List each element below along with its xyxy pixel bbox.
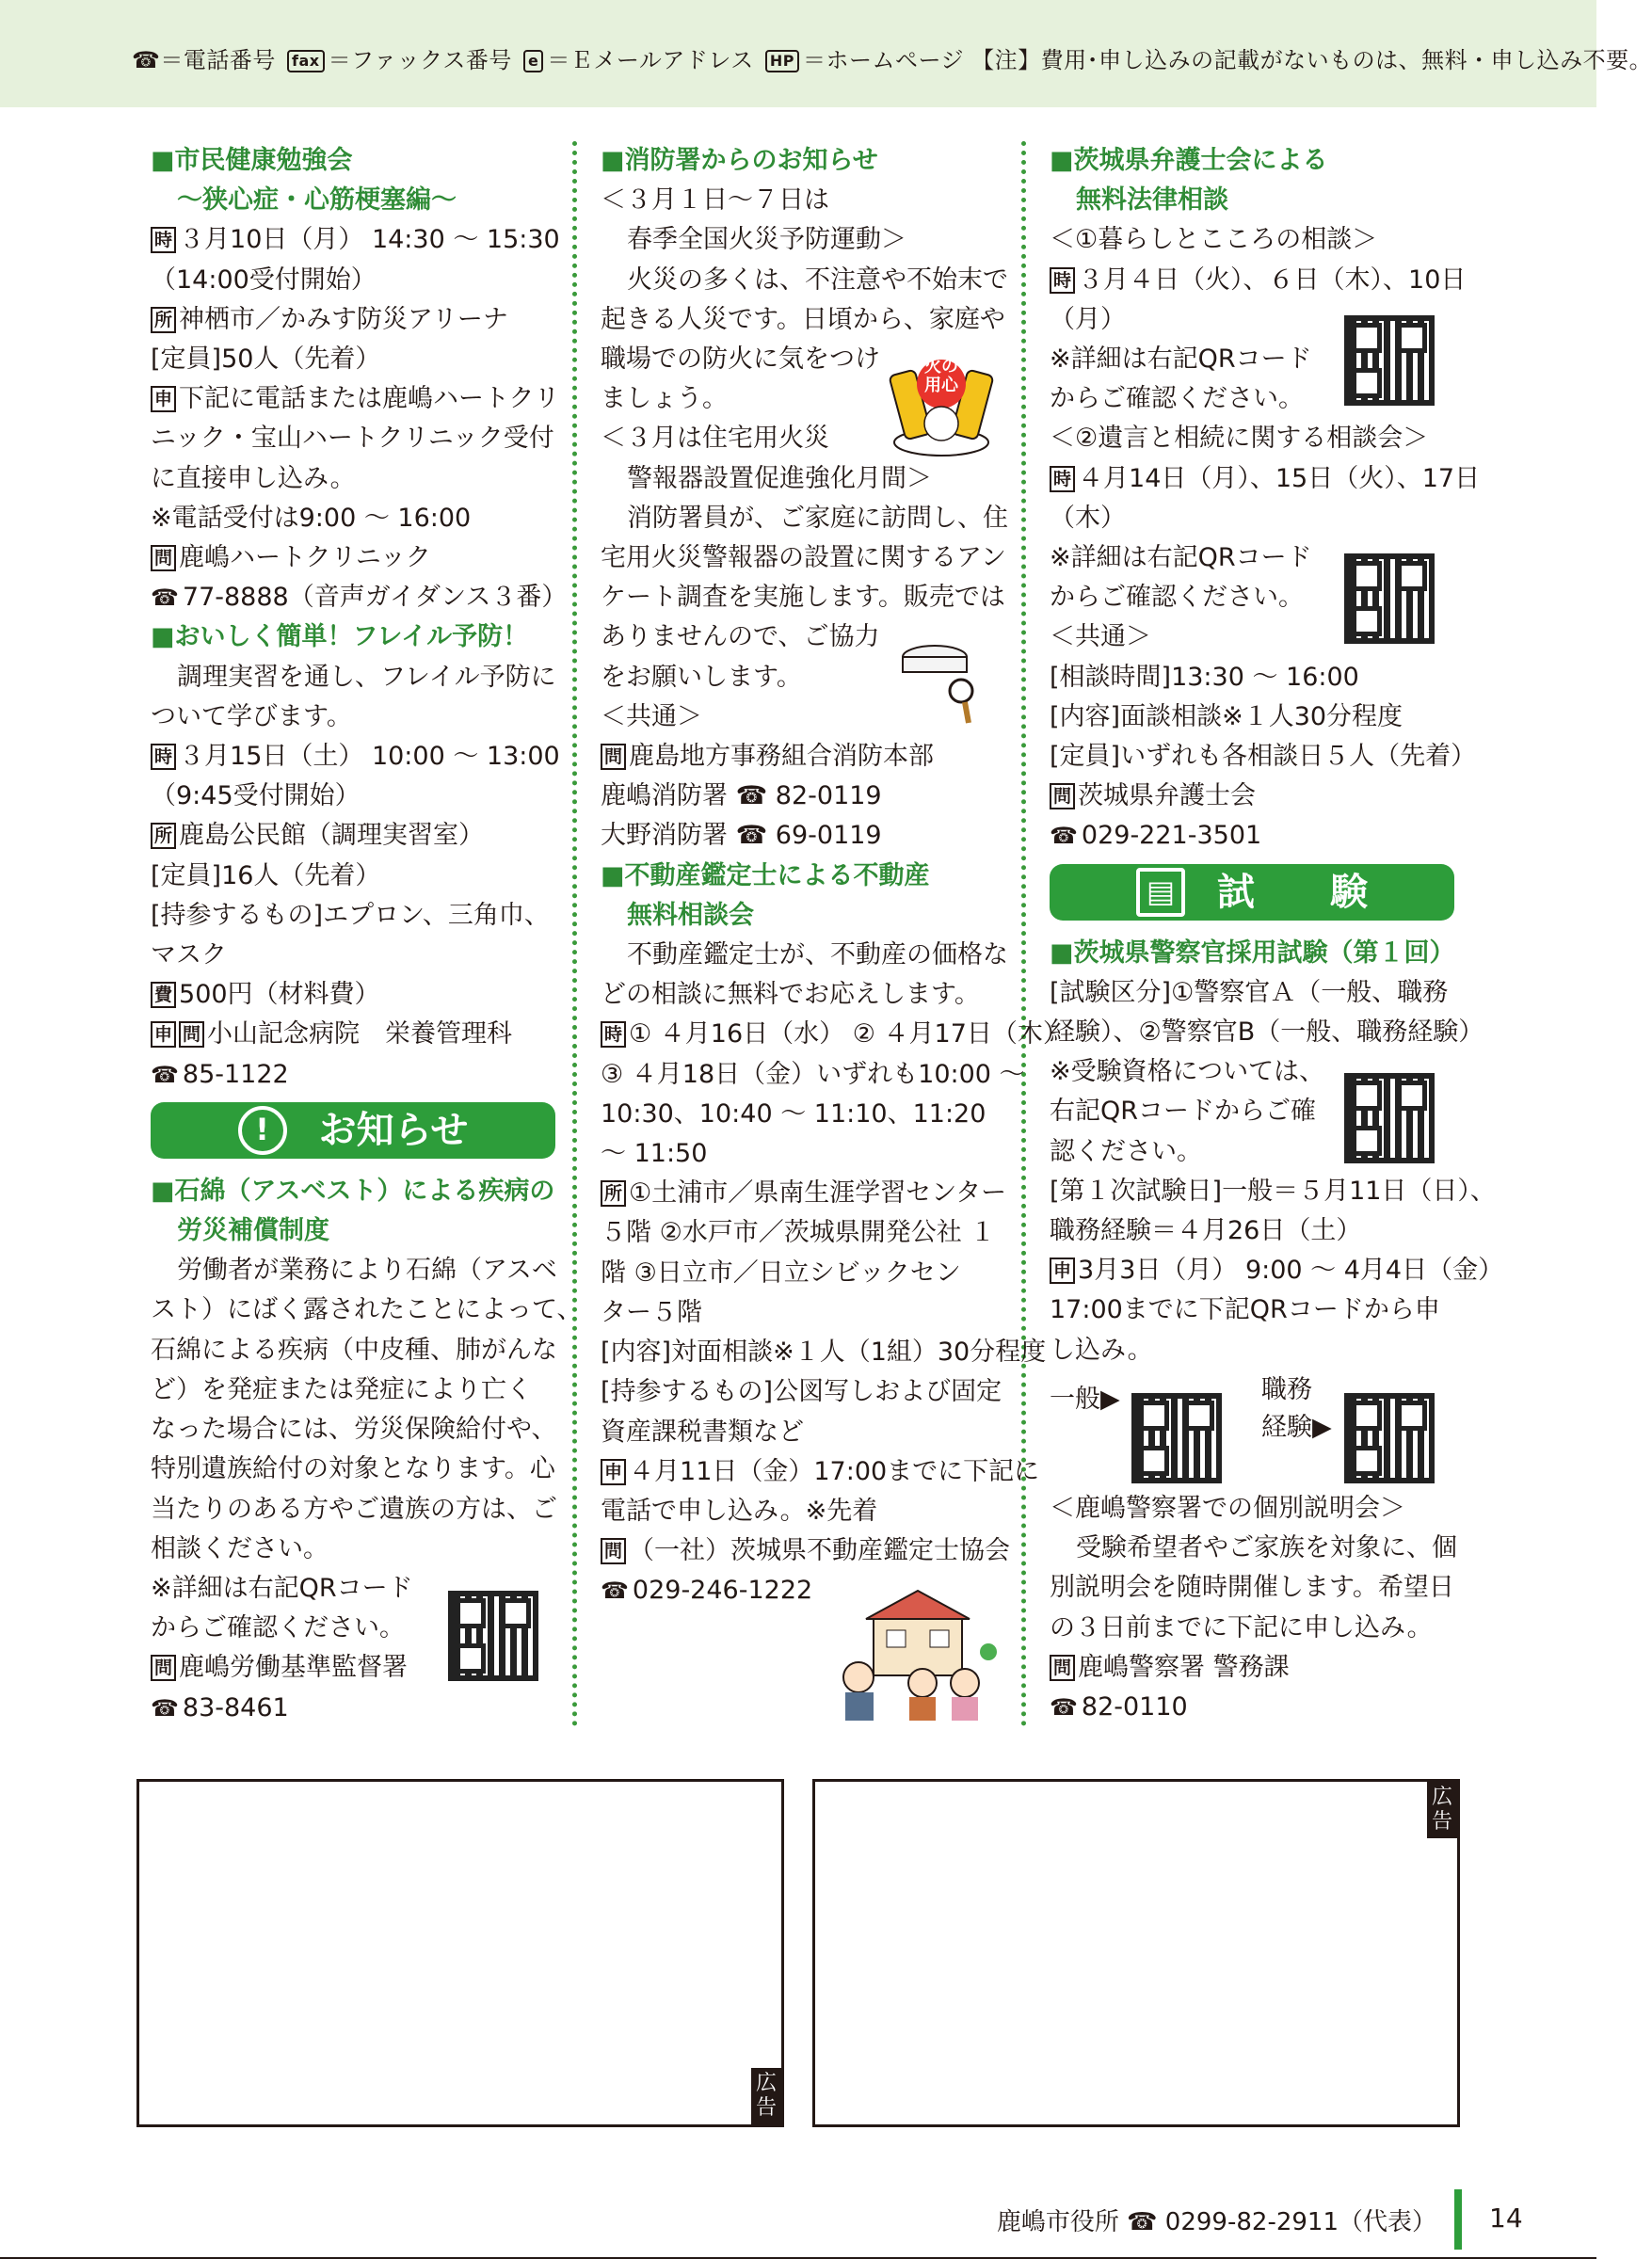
inquiry-tag: 問 bbox=[601, 1538, 626, 1564]
qr-experience-label: 職務 bbox=[1261, 1374, 1312, 1404]
notice-banner bbox=[151, 1102, 555, 1159]
text-line: ニック・宝山ハートクリニック受付 bbox=[151, 424, 554, 454]
text-line: [内容]面談相談※１人30分程度 bbox=[1050, 701, 1403, 731]
text-line: 17:00までに下記QRコードから申 bbox=[1050, 1295, 1440, 1325]
section-title: ■石綿（アスベスト）による疾病の bbox=[151, 1176, 555, 1206]
text-line: 労働者が業務により石綿（アスベ bbox=[177, 1256, 557, 1286]
text-line: 春季全国火災予防運動＞ bbox=[627, 225, 906, 255]
fee-text: 500円（材料費） bbox=[179, 980, 380, 1010]
house-people-illustration bbox=[838, 1591, 998, 1722]
text-line: ついて学びます。 bbox=[151, 701, 352, 731]
fax-icon: fax bbox=[287, 50, 325, 72]
fire-label: 火の用心 bbox=[924, 357, 958, 395]
mail-label: ＝Ｅメールアドレス bbox=[547, 47, 754, 73]
phone-number: 大野消防署 ☎ 69-0119 bbox=[601, 821, 882, 851]
text-line: [定員]いずれも各相談日５人（先着） bbox=[1050, 742, 1477, 772]
text-line: ＜②遺言と相続に関する相談会＞ bbox=[1050, 424, 1429, 454]
section-subtitle: 労災補償制度 bbox=[177, 1216, 329, 1246]
phone-icon: ☎ bbox=[1050, 823, 1078, 850]
ad-frame-right[interactable] bbox=[812, 1779, 1460, 2127]
text-line: し込み。 bbox=[1050, 1335, 1153, 1365]
ad-label: 広告 bbox=[1427, 1782, 1457, 1838]
legend-note: 【注】費用･申し込みの記載がないものは、無料・申し込み不要。 bbox=[971, 47, 1652, 73]
legend-text bbox=[132, 41, 1652, 74]
phone-icon: ☎ bbox=[151, 1061, 179, 1088]
exclamation-icon: ! bbox=[238, 1106, 287, 1155]
fee-tag: 費 bbox=[151, 982, 176, 1008]
column-divider bbox=[1021, 141, 1026, 1727]
text-line: [持参するもの]エプロン、三角巾、 bbox=[151, 900, 550, 930]
text-line: 資産課税書類など bbox=[601, 1417, 804, 1447]
text-line: ※受験資格については、 bbox=[1050, 1057, 1325, 1087]
text-line: スト）にばく露されたことによって、 bbox=[151, 1295, 583, 1325]
inquiry-tag: 問 bbox=[601, 744, 626, 770]
contact-name: 鹿嶋警察署 警務課 bbox=[1078, 1652, 1290, 1682]
text-line: 階 ③日立市／日立シビックセン bbox=[601, 1258, 961, 1288]
apply-tag: 申 bbox=[151, 386, 176, 412]
text-line: 職務経験＝４月26日（土） bbox=[1050, 1216, 1362, 1246]
inquiry-tag: 問 bbox=[1050, 1655, 1075, 1681]
text-line: なった場合には、労災保険給付や、 bbox=[151, 1415, 557, 1445]
apply-tag: 申 bbox=[151, 1021, 176, 1048]
qr-code[interactable] bbox=[1344, 315, 1435, 406]
text-line: ※詳細は右記QRコード bbox=[1050, 543, 1312, 573]
phone-number: 85-1122 bbox=[182, 1059, 289, 1089]
section-subtitle: ～狭心症・心筋梗塞編～ bbox=[177, 185, 457, 216]
time-tag: 時 bbox=[601, 1021, 626, 1048]
phone-icon: ☎ bbox=[151, 585, 179, 612]
text-line: ※電話受付は9:00 ～ 16:00 bbox=[151, 503, 472, 533]
text-line: 認ください。 bbox=[1050, 1136, 1202, 1166]
place-tag: 所 bbox=[151, 307, 176, 333]
text-line: 相談ください。 bbox=[151, 1533, 329, 1563]
text-line: をお願いします。 bbox=[601, 662, 802, 692]
place-tag: 所 bbox=[601, 1180, 626, 1207]
text-line: 10:30、10:40 ～ 11:10、11:20 bbox=[601, 1098, 986, 1129]
time-tag: 時 bbox=[1050, 267, 1075, 294]
contact-name: 鹿嶋ハートクリニック bbox=[179, 543, 431, 573]
event-date: ① ４月16日（水） ② ４月17日（木） bbox=[629, 1019, 1068, 1049]
qr-code[interactable] bbox=[1344, 1073, 1435, 1163]
fax-label: ＝ファックス番号 bbox=[328, 47, 512, 73]
contact-name: （一社）茨城県不動産鑑定士協会 bbox=[629, 1536, 1011, 1566]
text-line: ③ ４月18日（金）いずれも10:00 ～ bbox=[601, 1059, 1025, 1089]
inquiry-tag: 問 bbox=[151, 1655, 176, 1681]
text-line: [内容]対面相談※１人（1組）30分程度 bbox=[601, 1338, 1047, 1368]
text-line: 下記に電話または鹿嶋ハートクリ bbox=[179, 384, 560, 414]
text-line: どの相談に無料でお応えします。 bbox=[601, 980, 980, 1010]
section-subtitle: 無料相談会 bbox=[627, 900, 754, 930]
section-title: ■市民健康勉強会 bbox=[151, 146, 353, 175]
apply-tag: 申 bbox=[601, 1459, 626, 1485]
qr-experience-label: 経験▶ bbox=[1261, 1412, 1332, 1442]
text-line: 宅用火災警報器の設置に関するアン bbox=[601, 543, 1006, 573]
time-tag: 時 bbox=[151, 227, 176, 253]
text-line: ※詳細は右記QRコード bbox=[151, 1573, 413, 1603]
text-line: ＜鹿嶋警察署での個別説明会＞ bbox=[1050, 1493, 1405, 1523]
phone-number: 82-0110 bbox=[1081, 1691, 1188, 1722]
apply-tag: 申 bbox=[1050, 1258, 1075, 1284]
text-line: ター５階 bbox=[601, 1297, 702, 1327]
text-line: ありませんので、ご協力 bbox=[601, 622, 880, 652]
phone-number: 83-8461 bbox=[182, 1692, 289, 1722]
section-title: ■おいしく簡単！フレイル予防！ bbox=[151, 622, 529, 652]
section-title: ■不動産鑑定士による不動産 bbox=[601, 860, 930, 890]
banner-label: 試 験 bbox=[1217, 870, 1368, 914]
text-line: ケート調査を実施します。販売では bbox=[601, 583, 1005, 613]
qr-code[interactable] bbox=[1344, 553, 1435, 644]
ad-label: 広告 bbox=[751, 2068, 781, 2124]
text-line: 受験希望者やご家族を対象に、個 bbox=[1076, 1533, 1457, 1563]
text-line: ＜①暮らしとこころの相談＞ bbox=[1050, 225, 1378, 255]
phone-number: 029-221-3501 bbox=[1081, 821, 1262, 851]
page-bar bbox=[1454, 2189, 1462, 2250]
legend-bar bbox=[0, 0, 1652, 107]
text-line: 火災の多くは、不注意や不始末で bbox=[627, 264, 1008, 295]
text-line: からご確認ください。 bbox=[151, 1613, 405, 1643]
text-line: ４月11日（金）17:00までに下記に bbox=[629, 1456, 1040, 1486]
inquiry-tag: 問 bbox=[179, 1021, 204, 1048]
event-date: ４月14日（月）、15日（火）、17日 bbox=[1078, 463, 1481, 493]
place-tag: 所 bbox=[151, 823, 176, 849]
qr-code[interactable] bbox=[448, 1591, 538, 1681]
text-line: に直接申し込み。 bbox=[151, 463, 356, 493]
text-line: 消防署員が、ご家庭に訪問し、住 bbox=[627, 503, 1008, 533]
qr-code-general[interactable] bbox=[1131, 1393, 1222, 1483]
text-line: 警報器設置促進強化月間＞ bbox=[627, 463, 932, 493]
homepage-icon: HP bbox=[765, 50, 799, 72]
qr-general-label: 一般▶ bbox=[1050, 1384, 1120, 1414]
text-line: 起きる人災です。日頃から、家庭や bbox=[601, 304, 1005, 334]
text-line: [定員]16人（先着） bbox=[151, 860, 381, 890]
exam-banner bbox=[1050, 864, 1454, 921]
book-icon: ▤ bbox=[1136, 868, 1185, 917]
section-title: ■茨城県警察官採用試験（第１回） bbox=[1050, 937, 1455, 968]
event-place: 鹿島公民館（調理実習室） bbox=[179, 821, 485, 851]
text-line: 電話で申し込み。※先着 bbox=[601, 1496, 878, 1526]
text-line: マスク bbox=[151, 940, 227, 970]
text-line: 不動産鑑定士が、不動産の価格な bbox=[627, 940, 1008, 970]
text-line: （14:00受付開始） bbox=[151, 264, 377, 295]
text-line: ど）を発症または発症により亡く bbox=[151, 1374, 532, 1404]
section-subtitle: 無料法律相談 bbox=[1076, 185, 1228, 216]
text-line: 3月3日（月） 9:00 ～ 4月4日（金） bbox=[1078, 1256, 1504, 1286]
contact-name: 鹿嶋労働基準監督署 bbox=[179, 1653, 409, 1683]
text-line: [相談時間]13:30 ～ 16:00 bbox=[1050, 662, 1359, 692]
text-line: [定員]50人（先着） bbox=[151, 344, 381, 375]
banner-label: お知らせ bbox=[318, 1108, 469, 1152]
text-line: 右記QRコードからご確 bbox=[1050, 1097, 1317, 1127]
section-title: ■茨城県弁護士会による bbox=[1050, 146, 1328, 175]
text-line: ＜３月１日～７日は bbox=[601, 185, 829, 216]
text-line: [第１次試験日]一般＝５月11日（日）、 bbox=[1050, 1176, 1496, 1206]
text-line: 石綿による疾病（中皮種、肺がんな bbox=[151, 1335, 557, 1365]
text-line: ましょう。 bbox=[601, 384, 728, 414]
event-place: 神栖市／かみす防災アリーナ bbox=[179, 304, 508, 334]
text-line: ＜共通＞ bbox=[1050, 622, 1151, 652]
text-line: ５階 ②水戸市／茨城県開発公社 １ bbox=[601, 1218, 996, 1248]
text-line: ～ 11:50 bbox=[601, 1139, 708, 1169]
text-line: [持参するもの]公図写しおよび固定 bbox=[601, 1377, 1002, 1407]
contact-name: 鹿島地方事務組合消防本部 bbox=[629, 742, 935, 772]
contact-name: 小山記念病院 栄養管理科 bbox=[207, 1019, 513, 1049]
mail-icon: e bbox=[523, 50, 543, 72]
smoke-detector-icon bbox=[899, 640, 984, 729]
text-line: （月） bbox=[1050, 304, 1126, 334]
phone-number: 鹿嶋消防署 ☎ 82-0119 bbox=[601, 781, 882, 811]
phone-icon: ☎ bbox=[151, 1694, 179, 1722]
inquiry-tag: 問 bbox=[1050, 783, 1075, 809]
footer-office: 鹿嶋市役所 ☎ 0299-82-2911（代表） bbox=[996, 2208, 1436, 2236]
ad-frame-left[interactable] bbox=[136, 1779, 784, 2127]
phone-number: 029-246-1222 bbox=[632, 1576, 813, 1606]
section-title: ■消防署からのお知らせ bbox=[601, 146, 878, 175]
column-divider bbox=[572, 141, 577, 1727]
text-line: ＜共通＞ bbox=[601, 701, 702, 731]
text-line: 当たりのある方やご遺族の方は、ご bbox=[151, 1494, 557, 1524]
text-line: からご確認ください。 bbox=[1050, 583, 1304, 613]
phone-number: 77-8888（音声ガイダンス３番） bbox=[182, 583, 568, 613]
qr-code-experience[interactable] bbox=[1344, 1393, 1435, 1483]
time-tag: 時 bbox=[1050, 466, 1075, 492]
text-line: からご確認ください。 bbox=[1050, 384, 1304, 414]
text-line: [試験区分]①警察官Ａ（一般、職務 bbox=[1050, 977, 1449, 1007]
page-number: 14 bbox=[1489, 2203, 1523, 2234]
event-date: ３月４日（火）、６日（木）、10日 bbox=[1078, 264, 1467, 295]
text-line: （9:45受付開始） bbox=[151, 781, 361, 811]
text-line: （木） bbox=[1050, 503, 1126, 533]
inquiry-tag: 問 bbox=[151, 545, 176, 571]
phone-icon: ☎ bbox=[601, 1578, 629, 1605]
column-1 bbox=[151, 141, 583, 1728]
homepage-label: ＝ホームページ bbox=[802, 47, 965, 73]
phone-icon: ☎＝電話番号 bbox=[132, 47, 276, 73]
text-line: 職場での防火に気をつけ bbox=[601, 344, 880, 375]
phone-icon: ☎ bbox=[1050, 1693, 1078, 1721]
event-place: ①土浦市／県南生涯学習センター bbox=[629, 1178, 1007, 1209]
text-line: 調理実習を通し、フレイル予防に bbox=[177, 662, 556, 692]
text-line: ＜３月は住宅用火災 bbox=[601, 424, 829, 454]
contact-name: 茨城県弁護士会 bbox=[1078, 781, 1257, 811]
event-date: ３月15日（土） 10:00 ～ 13:00 bbox=[179, 742, 560, 772]
text-line: 特別遺族給付の対象となります。心 bbox=[151, 1454, 555, 1484]
text-line: の３日前までに下記に申し込み。 bbox=[1050, 1612, 1433, 1642]
event-date: ３月10日（月） 14:30 ～ 15:30 bbox=[179, 225, 560, 255]
text-line: ※詳細は右記QRコード bbox=[1050, 344, 1312, 375]
time-tag: 時 bbox=[151, 744, 176, 770]
text-line: 経験）、②警察官B（一般、職務経験） bbox=[1050, 1017, 1484, 1048]
text-line: 別説明会を随時開催します。希望日 bbox=[1050, 1573, 1454, 1603]
